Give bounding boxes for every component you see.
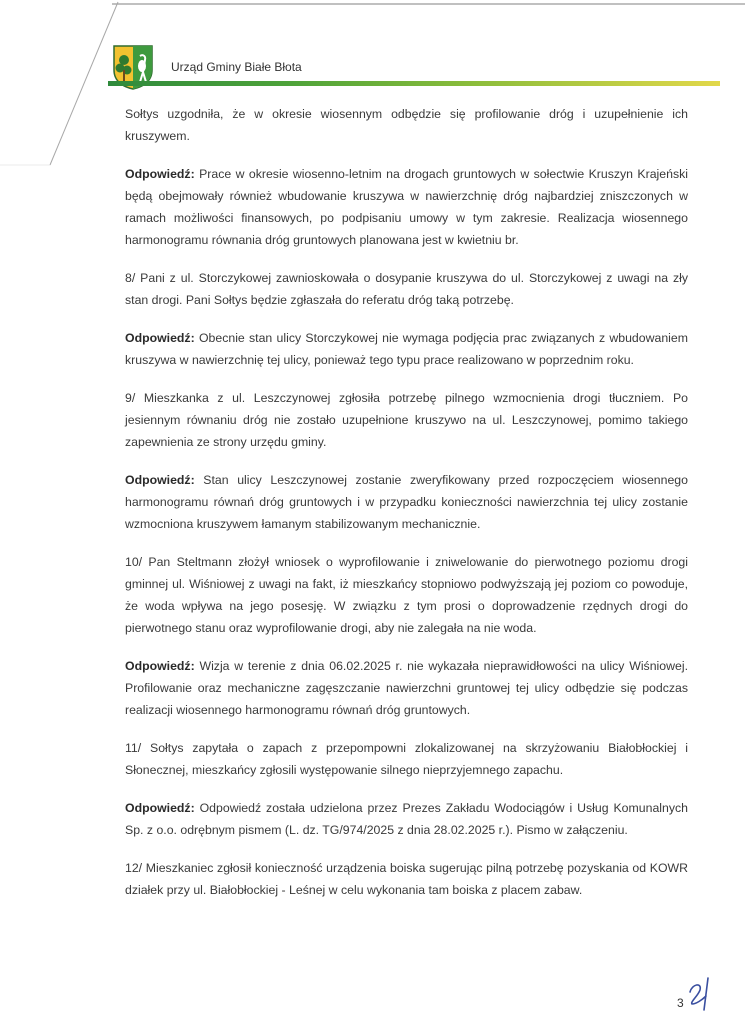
paragraph-7: Odpowiedź: Wizja w terenie z dnia 06.02.2025 r. nie wykazała nieprawidłowości na ulicy Wiśniowej. Profilowanie oraz mechaniczne zagęszczanie nawierzchni gruntowej tej ulicy odbędzie się podczas realizacji wiosennego harmonogramu równań dróg gruntowych. — [125, 659, 688, 717]
paragraph-9: Odpowiedź: Odpowiedź została udzielona przez Prezes Zakładu Wodociągów i Usług Komunalnych Sp. z o.o. odrębnym pismem (L. dz. TG/974/2025 z dnia 28.02.2025 r.). Pismo w załączeniu. — [125, 801, 688, 837]
paragraph-3: Odpowiedź: Obecnie stan ulicy Storczykowej nie wymaga podjęcia prac związanych z wbudowaniem kruszywa w nawierzchnię tej ulicy, ponieważ tego typu prace realizowano w poprzednim roku. — [125, 331, 688, 367]
header-gradient-line — [108, 81, 720, 86]
paragraph-1: Odpowiedź: Prace w okresie wiosenno-letnim na drogach gruntowych w sołectwie Kruszyn Krajeński będą obejmowały również wbudowanie kruszywa w nawierzchnię dróg najbardziej zniszczonych w ramach możliwości finansowych, po podpisaniu umowy w tym zakresie. Realizacja wiosennego harmonogramu równania dróg gruntowych planowana jest w kwietniu br. — [125, 167, 688, 247]
organization-name: Urząd Gminy Białe Błota — [171, 60, 302, 74]
paragraph-8: 11/ Sołtys zapytała o zapach z przepompowni zlokalizowanej na skrzyżowaniu Białobłockiej i Słonecznej, mieszkańcy zgłosili występowanie silnego nieprzyjemnego zapachu. — [125, 741, 688, 777]
paragraph-4: 9/ Mieszkanka z ul. Leszczynowej zgłosiła potrzebę pilnego wzmocnienia drogi tłuczniem. Po jesiennym równaniu dróg nie zostało uzupełnione kruszywo na ul. Leszczynowej, pomimo takiego zapewnienia ze strony urzędu gminy. — [125, 391, 688, 449]
letterhead — [108, 44, 720, 92]
handwritten-mark — [684, 974, 724, 1014]
paragraph-0: Sołtys uzgodniła, że w okresie wiosennym odbędzie się profilowanie dróg i uzupełnienie ich kruszywem. — [125, 107, 688, 143]
document-body — [125, 103, 688, 917]
paragraph-5: Odpowiedź: Stan ulicy Leszczynowej zostanie zweryfikowany przed rozpoczęciem wiosennego harmonogramu równań dróg gruntowych i w przypadku konieczności nawierzchnia tej ulicy zostanie wzmocniona kruszywem łamanym stabilizowanym mechanicznie. — [125, 473, 688, 531]
paragraph-6: 10/ Pan Steltmann złożył wniosek o wyprofilowanie i zniwelowanie do pierwotnego poziomu drogi gminnej ul. Wiśniowej z uwagi na fakt, iż mieszkańcy stopniowo podwyższają jej poziom co powoduje, że woda wpływa na jego posesję. W związku z tym prosi o doprowadzenie rzędnych drogi do pierwotnego stanu oraz wyprofilowanie drogi, aby nie zalegała na nie woda. — [125, 555, 688, 635]
page-number: 3 — [677, 996, 684, 1010]
paragraph-2: 8/ Pani z ul. Storczykowej zawnioskowała o dosypanie kruszywa do ul. Storczykowej z uwagi na zły stan drogi. Pani Sołtys będzie zgłaszała do referatu dróg taką potrzebę. — [125, 271, 688, 307]
paragraph-10: 12/ Mieszkaniec zgłosił konieczność urządzenia boiska sugerując pilną potrzebę pozyskania od KOWR działek przy ul. Białobłockiej - Leśnej w celu wykonania tam boiska z placem zabaw. — [125, 861, 688, 897]
